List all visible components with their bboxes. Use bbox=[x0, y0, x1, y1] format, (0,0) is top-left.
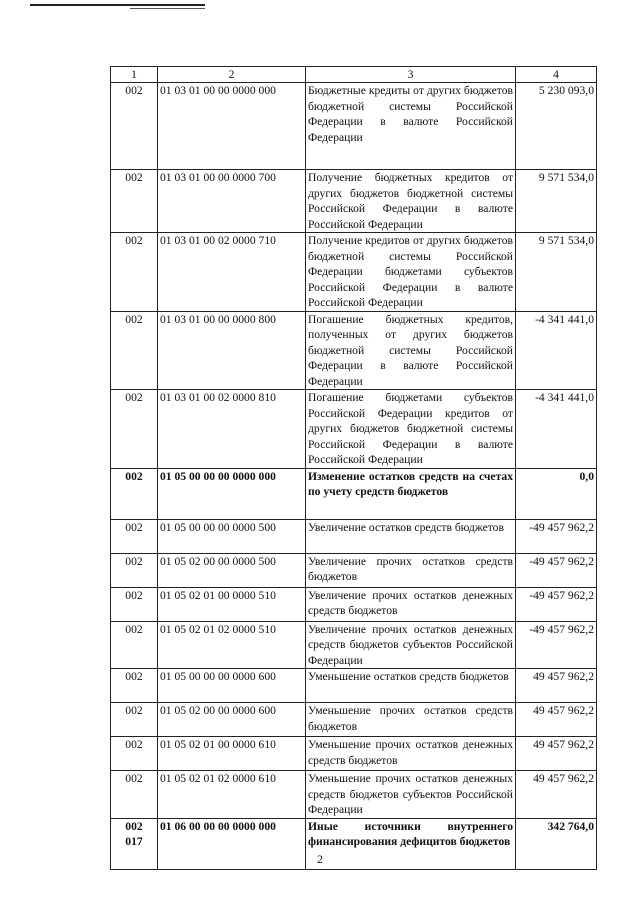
table-row bbox=[111, 621, 597, 669]
source-name-cell: Получение кредитов от других бюджетов бюджетной системы Российской Федерации бюджетами субъектов Российской Федерации в валюте Российской Федерации bbox=[306, 233, 516, 312]
admin-code-cell: 002 bbox=[111, 553, 158, 587]
table-row bbox=[111, 468, 597, 519]
amount-cell: -4 341 441,0 bbox=[516, 390, 597, 469]
admin-code-cell: 002 bbox=[111, 771, 158, 819]
budget-code-cell: 01 05 02 00 00 0000 500 bbox=[158, 553, 306, 587]
amount-cell: 342 764,0 bbox=[516, 818, 597, 869]
budget-code-cell: 01 05 00 00 00 0000 000 bbox=[158, 468, 306, 519]
table-row bbox=[111, 771, 597, 819]
budget-code-cell: 01 05 02 01 00 0000 510 bbox=[158, 587, 306, 621]
budget-code-cell: 01 05 02 01 02 0000 610 bbox=[158, 771, 306, 819]
admin-code-cell: 002 bbox=[111, 170, 158, 233]
budget-code-cell: 01 03 01 00 00 0000 000 bbox=[158, 83, 306, 170]
page-number: 2 bbox=[317, 852, 323, 866]
amount-cell: 49 457 962,2 bbox=[516, 703, 597, 737]
column-header: 4 bbox=[516, 67, 597, 83]
source-name-cell: Уменьшение прочих остатков средств бюджетов bbox=[306, 703, 516, 737]
source-name-cell: Увеличение прочих остатков денежных средств бюджетов субъектов Российской Федерации bbox=[306, 621, 516, 669]
table-row bbox=[111, 519, 597, 553]
admin-code-cell: 002 bbox=[111, 83, 158, 170]
admin-code-cell: 002 bbox=[111, 233, 158, 312]
amount-cell: -49 457 962,2 bbox=[516, 587, 597, 621]
table-row bbox=[111, 170, 597, 233]
budget-code-cell: 01 05 02 01 02 0000 510 bbox=[158, 621, 306, 669]
budget-code-cell: 01 05 00 00 00 0000 600 bbox=[158, 669, 306, 703]
source-name-cell: Увеличение остатков средств бюджетов bbox=[306, 519, 516, 553]
table-row bbox=[111, 390, 597, 469]
amount-cell: 49 457 962,2 bbox=[516, 737, 597, 771]
amount-cell: -49 457 962,2 bbox=[516, 519, 597, 553]
admin-code-cell: 002 bbox=[111, 737, 158, 771]
table-row bbox=[111, 587, 597, 621]
budget-code-cell: 01 05 00 00 00 0000 500 bbox=[158, 519, 306, 553]
table-row bbox=[111, 83, 597, 170]
column-header: 3 bbox=[306, 67, 516, 83]
amount-cell: -4 341 441,0 bbox=[516, 311, 597, 390]
admin-code-cell: 002 bbox=[111, 311, 158, 390]
budget-code-cell: 01 05 02 01 00 0000 610 bbox=[158, 737, 306, 771]
source-name-cell: Погашение бюджетных кредитов, полученных от других бюджетов бюджетной системы Российской Федерации в валюте Российской Федерации bbox=[306, 311, 516, 390]
source-name-cell: Уменьшение прочих остатков денежных средств бюджетов bbox=[306, 737, 516, 771]
table-row bbox=[111, 311, 597, 390]
amount-cell: 9 571 534,0 bbox=[516, 170, 597, 233]
source-name-cell: Увеличение прочих остатков денежных средств бюджетов bbox=[306, 587, 516, 621]
column-header: 2 bbox=[158, 67, 306, 83]
source-name-cell: Бюджетные кредиты от других бюджетов бюджетной системы Российской Федерации в валюте Российской Федерации bbox=[306, 83, 516, 170]
table-row bbox=[111, 233, 597, 312]
top-rule bbox=[30, 4, 205, 6]
table-row bbox=[111, 737, 597, 771]
amount-cell: 49 457 962,2 bbox=[516, 669, 597, 703]
admin-code-cell: 002 bbox=[111, 621, 158, 669]
amount-cell: -49 457 962,2 bbox=[516, 553, 597, 587]
admin-code-cell: 002 bbox=[111, 669, 158, 703]
table-row bbox=[111, 669, 597, 703]
top-rule-secondary bbox=[130, 8, 205, 9]
budget-code-cell: 01 03 01 00 00 0000 700 bbox=[158, 170, 306, 233]
source-name-cell: Получение бюджетных кредитов от других бюджетов бюджетной системы Российской Федерации в валюте Российской Федерации bbox=[306, 170, 516, 233]
admin-code-cell: 002 bbox=[111, 390, 158, 469]
source-name-cell: Иные источники внутреннего финансирования дефицитов бюджетов bbox=[306, 818, 516, 869]
amount-cell: -49 457 962,2 bbox=[516, 621, 597, 669]
column-header: 1 bbox=[111, 67, 158, 83]
budget-code-cell: 01 03 01 00 02 0000 810 bbox=[158, 390, 306, 469]
admin-code-cell: 002 bbox=[111, 519, 158, 553]
admin-code-cell: 002 bbox=[111, 468, 158, 519]
table-header-row bbox=[111, 67, 597, 83]
amount-cell: 9 571 534,0 bbox=[516, 233, 597, 312]
source-name-cell: Погашение бюджетами субъектов Российской Федерации кредитов от других бюджетов бюджетной системы Российской Федерации в валюте Российской Федерации bbox=[306, 390, 516, 469]
source-name-cell: Изменение остатков средств на счетах по учету средств бюджетов bbox=[306, 468, 516, 519]
budget-code-cell: 01 05 02 00 00 0000 600 bbox=[158, 703, 306, 737]
source-name-cell: Увеличение прочих остатков средств бюджетов bbox=[306, 553, 516, 587]
amount-cell: 0,0 bbox=[516, 468, 597, 519]
table-row bbox=[111, 553, 597, 587]
amount-cell: 5 230 093,0 bbox=[516, 83, 597, 170]
budget-code-cell: 01 06 00 00 00 0000 000 bbox=[158, 818, 306, 869]
admin-code-cell: 002 017 bbox=[111, 818, 158, 869]
budget-code-cell: 01 03 01 00 02 0000 710 bbox=[158, 233, 306, 312]
source-name-cell: Уменьшение остатков средств бюджетов bbox=[306, 669, 516, 703]
amount-cell: 49 457 962,2 bbox=[516, 771, 597, 819]
admin-code-cell: 002 bbox=[111, 587, 158, 621]
budget-sources-table bbox=[110, 66, 597, 870]
budget-code-cell: 01 03 01 00 00 0000 800 bbox=[158, 311, 306, 390]
admin-code-cell: 002 bbox=[111, 703, 158, 737]
source-name-cell: Уменьшение прочих остатков денежных средств бюджетов субъектов Российской Федерации bbox=[306, 771, 516, 819]
table-row bbox=[111, 703, 597, 737]
